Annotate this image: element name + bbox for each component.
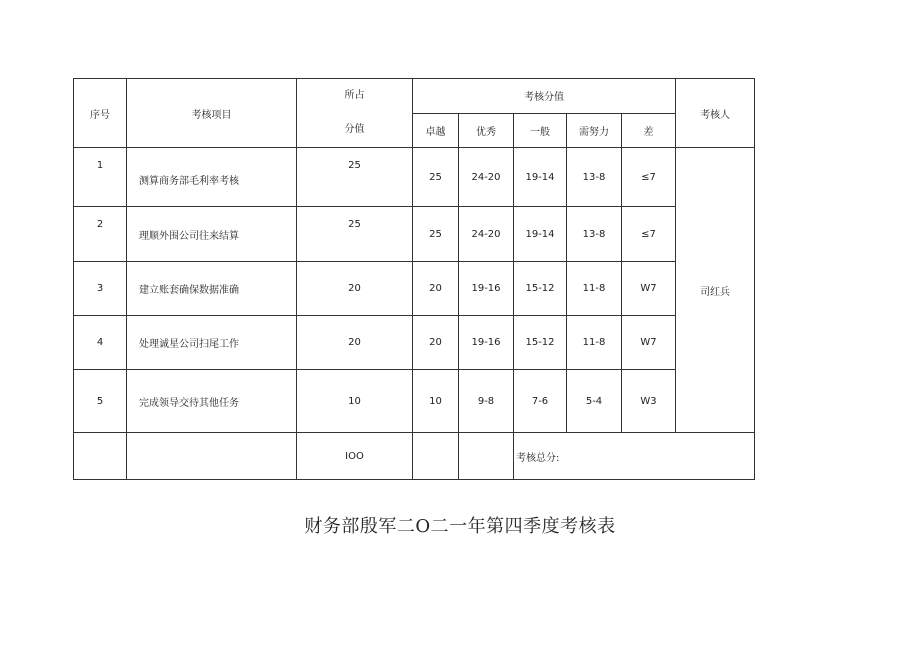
assessment-table (73, 78, 755, 480)
row-level-excellent: 25 (413, 207, 459, 262)
table-row (74, 207, 755, 262)
row-level-excellent: 20 (413, 262, 459, 316)
row-level-excellent: 10 (413, 370, 459, 433)
total-blank-1 (413, 433, 459, 480)
header-scoring: 考核分值 (413, 79, 676, 114)
header-level-excellent: 卓越 (413, 113, 459, 148)
row-item: 理顺外围公司往来结算 (127, 207, 297, 262)
row-level-average: 7-6 (514, 370, 567, 433)
row-level-average: 19-14 (514, 148, 567, 207)
total-blank-2 (459, 433, 514, 480)
row-no: 4 (74, 316, 127, 370)
total-item (127, 433, 297, 480)
row-level-poor: W7 (622, 316, 676, 370)
row-level-average: 19-14 (514, 207, 567, 262)
header-level-good: 优秀 (459, 113, 514, 148)
row-no: 1 (74, 148, 127, 207)
row-item: 建立账套确保数据准确 (127, 262, 297, 316)
header-seq: 序号 (74, 79, 127, 148)
header-level-poor: 差 (622, 113, 676, 148)
header-share (297, 79, 413, 148)
row-level-poor: ≤7 (622, 148, 676, 207)
row-level-improve: 13-8 (567, 207, 622, 262)
row-share: 25 (297, 207, 413, 262)
row-item: 测算商务部毛利率考核 (127, 148, 297, 207)
row-share: 25 (297, 148, 413, 207)
header-share-line1: 所占 (344, 90, 365, 101)
row-level-good: 9-8 (459, 370, 514, 433)
row-level-average: 15-12 (514, 316, 567, 370)
row-share: 20 (297, 262, 413, 316)
header-level-average: 一般 (514, 113, 567, 148)
assessor-name: 司红兵 (676, 148, 755, 433)
row-level-good: 24-20 (459, 207, 514, 262)
row-level-excellent: 20 (413, 316, 459, 370)
row-no: 3 (74, 262, 127, 316)
header-row-1 (74, 79, 755, 114)
row-item: 处理诚星公司扫尾工作 (127, 316, 297, 370)
row-level-poor: W7 (622, 262, 676, 316)
row-level-improve: 11-8 (567, 262, 622, 316)
row-level-good: 19-16 (459, 262, 514, 316)
table-row (74, 148, 755, 207)
row-level-improve: 13-8 (567, 148, 622, 207)
row-level-good: 24-20 (459, 148, 514, 207)
table-row (74, 316, 755, 370)
row-no: 5 (74, 370, 127, 433)
row-level-excellent: 25 (413, 148, 459, 207)
table-row (74, 370, 755, 433)
row-share: 10 (297, 370, 413, 433)
header-item: 考核项目 (127, 79, 297, 148)
header-assessor: 考核人 (676, 79, 755, 148)
row-level-improve: 5-4 (567, 370, 622, 433)
row-level-average: 15-12 (514, 262, 567, 316)
row-item: 完成领导交待其他任务 (127, 370, 297, 433)
row-level-poor: W3 (622, 370, 676, 433)
row-share: 20 (297, 316, 413, 370)
row-level-poor: ≤7 (622, 207, 676, 262)
total-no (74, 433, 127, 480)
table-row (74, 262, 755, 316)
header-share-line2: 分值 (344, 124, 365, 135)
total-share: IOO (297, 433, 413, 480)
row-level-good: 19-16 (459, 316, 514, 370)
row-no: 2 (74, 207, 127, 262)
total-row (74, 433, 755, 480)
header-level-improve: 需努力 (567, 113, 622, 148)
total-score-label: 考核总分: (514, 433, 755, 480)
document-title: 财务部殷军二O二一年第四季度考核表 (304, 516, 616, 537)
row-level-improve: 11-8 (567, 316, 622, 370)
